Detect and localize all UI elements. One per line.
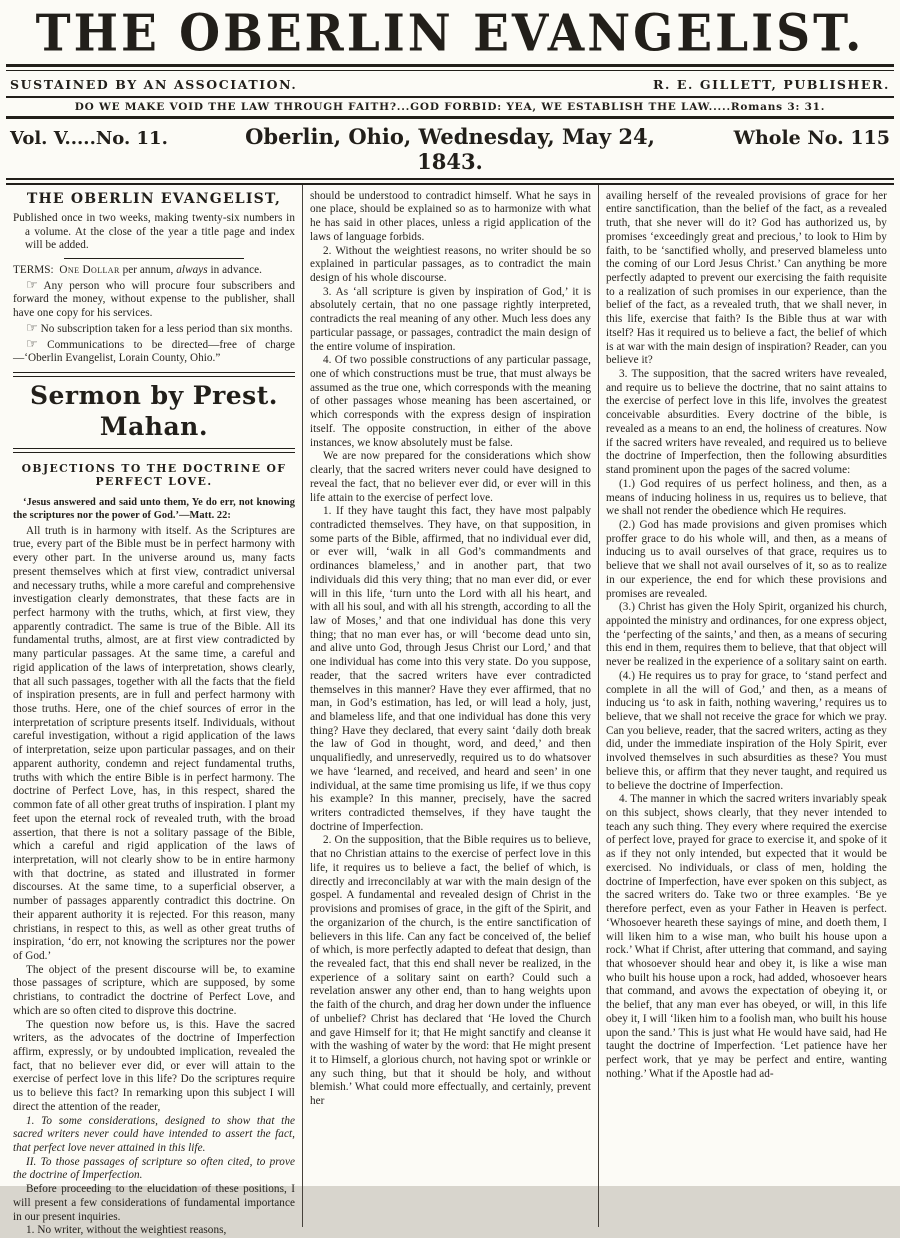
publisher-row (6, 71, 894, 96)
dateline: Oberlin, Ohio, Wednesday, May 24, 1843. (245, 123, 655, 174)
masthead-title: THE OBERLIN EVANGELIST. (35, 3, 865, 64)
subscription-notice (13, 278, 295, 321)
whole-number: Whole No. 115 (733, 126, 890, 149)
body-paragraph: (4.) He requires us to pray for grace, to ‘stand perfect and complete in all the will of God,’ and then, as a means of inducing us ‘to ask in faith, nothing wavering,’ requires us to believe, that we shall not receive the grace for which we pray. Can you believe, reader, that the sacred writers, acting as they did, under the immediate inspiration of the Holy Spirit, ever involved themselves in such absurdities as these? You must believe this, or affirm that they never taught, and required us to believe the doctrine of Imperfection. (605, 669, 887, 792)
body-paragraph: 1. If they have taught this fact, they have most palpably contradicted themselves. They have, on that supposition, in some parts of the Bible, affirmed, that no individual ever did, or ever will, ‘walk in all God’s commandments and ordinances blameless,’ and in another part, that two individuals did this very thing; that no man ever did, or ever will in this life, ‘turn unto the Lord with all his heart, and with all his soul, and with all his strength, according to all the law of Moses,’ and that one individual has done this very thing; that no man ever has, or will ‘become dead unto sin, and alive unto God, through Jesus Christ our Lord,’ and that one individual has come into this very state. Do you suppose, reader, that the sacred writers have ever contradicted themselves in this manner? Have they ever affirmed, that no man, in God’s estimation, has led, or will lead a holy, just, and blameless life, and that one individual has done this very thing? Have they declared, that every saint ‘daily doth break the law of God in thought, word, and deed,’ and then unqualifiedly, and unreservedly, required us to do whatsover we have ‘learned, and received, and heard and seen’ in one individual, at the same time promising us life, if we thus copy his example? In this manner, precisely, have the sacred writers contradicted themselves, if they have taught the doctrine of Imperfection. (309, 505, 591, 833)
body-paragraph: (1.) God requires of us perfect holiness, and then, as a means of inducing holiness in us, requires us to believe, that we shall not render the obedience which He requires. (605, 477, 887, 518)
terms-always: always (176, 263, 208, 276)
body-paragraph: 4. The manner in which the sacred writers invariably speak on this subject, shows clearly, that they never intended to teach any such thing. They every where required the exercise of perfect love, prayed for grace to exercise it, and spoke of it as if they not only intended, but expected that it would be exercised. No individuals, or class of men, holding the doctrine of Imperfection, have ever spoken on this subject, as the sacred writers do. Take two or three examples. ‘Be ye therefore perfect, even as your Father in Heaven is perfect. ‘Whosoever heareth these sayings of mine, and doeth them, I will liken him to a wise man, who built his house upon a rock.’ What if Christ, after uttering that command, and saying that whosoever should hear and obey it, is like a wise man who built his house upon a rock, had added, whosoever hears that command, and avows the expectation of obeying it, or the belief, that any man ever has obeyed, or will, in this life obey it, I will ‘liken him to a foolish man, who built his house upon the sand.’ This is just what He would have said, had He taught the doctrine of Imperfection. ‘Let patience have her perfect work, that ye may be perfect and entire, wanting nothing.’ What if the Apostle had ad- (605, 793, 887, 1080)
body-paragraph: The object of the present discourse will be, to examine those passages of scripture, which are supposed, by some christians, to contradict the doctrine of Perfect Love, and which are so often cited to disprove this doctrine. (13, 963, 295, 1017)
body-paragraph: The question now before us, is this. Have the sacred writers, as the advocates of the doctrine of Imperfection affirm, expressly, or by undoubted implication, revealed the fact, that no believer ever did, or ever will attain to the exercise of perfect love in this life? Do the scriptures require us to believe this fact? In remarking upon this subject I will direct the attention of the reader, (13, 1018, 295, 1113)
sermon-rule-bottom (13, 448, 295, 453)
notice-text: Communications to be directed—free of charge—‘Oberlin Evangelist, Lorain County, Ohio.” (13, 338, 295, 365)
pointing-hand-icon: ☞ (26, 276, 38, 292)
body-paragraph: availing herself of the revealed provisions of grace for her entire sanctification, than the belief of the fact, as a revealed truth, that she never will do it? God has authorized us, by promises ‘exceedingly great and precious,’ to look to Him by faith, to be ‘sanctified wholly, and preserved blameless unto the coming of our Lord Jesus Christ.’ Can anything be more perfectly adapted to prevent our exercising the faith requisite to a realization of such promises in our experience, than the belief of the fact, as a revealed truth, that we shall never, in this life, exercise that faith? Is the Bible thus at war with itself? Has it required us to believe a fact, the belief of which is at war with the main design of inspiration? Reader, can you believe it? (605, 189, 887, 367)
section-divider (64, 258, 244, 259)
masthead-rule (6, 64, 894, 71)
body-paragraph: (2.) God has made provisions and given promises which proffer grace to do his whole will, and then, as a means of inducing us to avail ourselves of that grace, requires us to believe that we shall not avail ourselves of it, so as to realize in our experience, the end for which these provisions and promises are revealed. (605, 518, 887, 600)
column-2 (302, 185, 598, 1227)
sermon-heading: Sermon by Prest. Mahan. (29, 381, 279, 441)
paper-name-heading: THE OBERLIN EVANGELIST, (26, 190, 282, 207)
subscription-notice (13, 337, 295, 366)
terms-label: TERMS: (13, 263, 54, 276)
terms-price: One Dollar (59, 263, 120, 276)
scripture-quote: ‘Jesus answered and said unto them, Ye do err, not knowing the scriptures nor the power of God.’—Matt. 22: (13, 496, 295, 521)
body-paragraph: 4. Of two possible constructions of any particular passage, one of which constructions must be true, that must always be assumed as the true one, which corresponds with the meaning of other passages whose meaning has been ascertained, or which corresponds with the express design of inspiration itself. The opposite construction, in either of the above instances, we know absolutely must be false. (309, 354, 591, 449)
body-paragraph: We are now prepared for the considerations which show clearly, that the sacred writers never could have designed to reveal the fact, that no believer ever did, or ever will in this life attain to the exercise of perfect love. (309, 450, 591, 504)
body-paragraph: 2. On the supposition, that the Bible requires us to believe, that no Christian attains to the exercise of perfect love in this life, it requires us to believe a fact, the belief of which, is directly and irreconcilably at war with the main design of the gospel. A fundamental and revealed design of Christ in the provisions and promises of grace, in the gift of the Spirit, and the organizarion of the church, is the entire sanctification of believers in this life. Can any fact be conceived of, the belief of which, is more perfectly adapted to defeat that design, than the revealed fact, that this end shall never be realized, in the experience of a solitary saint on earth? Could such a revelation answer any other end, than to hang weights upon the faith of the church, and drag her down under the influence of unbelief? Christ has declared that ‘He loved the Church and gave Himself for it; that He might sanctify and cleanse it with the washing of water by the word: that He might present it to Himself, a glorious church, not having spot or wrinkle or any such thing, but that it should be holy, and without blemish.’ What could more effectually, and certainly, prevent her (309, 834, 591, 1108)
body-paragraph: All truth is in harmony with itself. As the Scriptures are true, every part of the Bible must be in perfect harmony with every other part. In the universe around us, many facts present themselves which at first view, contradict universal and necessary truths, while a more careful and comprehensive investigation clearly demonstrates, that these facts are in perfect harmony with the truths, which, at first view, they apparently contradict. The same is true of the Bible. All its fundamental truths, almost, are at first view contradicted by many particular passages. At the same time, a careful and rigid application of the laws of interpretation, shows clearly, that all such passages, together with all the facts that the field of inspiration presents, are in full and perfect harmony with those truths. Here, one of the chief sources of error in the interpretation of scripture presents itself. Individuals, without careful investigation, without a rigid application of the laws of interpretation, seize upon particular passages, and on their apparent authority, condemn and reject fundamental truths, truths with which the entire Bible is in perfect harmony. The doctrine of Perfect Love, has, in this respect, shared the common fate of all other great truths of inspiration. I plant my feet upon the eternal rock of revealed truth, with the broad assertion, that there is not a solitary passage of the Bible, which a careful and rigid application of the laws of interpretation, will not clearly show to be in entire harmony with that doctrine, as stated and illustrated in former discourses. At the same time, to a superficial observer, a number of passages apparently contradict this doctrine. On their apparent authority it is rejected. For this reason, many christians, in respect to this, as well as other great truths of inspiration, ‘do err, not knowing the scriptures nor the power of God.’ (13, 524, 295, 962)
body-paragraph: 1. To some considerations, designed to show that the sacred writers never could have intended to assert the fact, that perfect love never attained in this life. (13, 1114, 295, 1155)
sermon-subject: OBJECTIONS TO THE DOCTRINE OF PERFECT LOVE. (21, 462, 287, 489)
body-paragraph: 3. As ‘all scripture is given by inspiration of God,’ it is absolutely certain, that no one passage rightly interpreted, contradicts the real meaning of any other. Much less does any particular passage, or passages, contradict the main design of the entire volume of inspiration. (309, 285, 591, 353)
body-paragraph: 3. The supposition, that the sacred writers have revealed, and require us to believe the doctrine, that no saint attains to the exercise of perfect love in this life, involves the greatest conceivable absurdities. Every doctrine of the bible, is revealed as a means to an end, the holiness of creatures. Now if the sacred writers have revealed, and required us to believe the doctrine of Imperfection, then the following absurdities stand prominent upon the pages of the sacred volume: (605, 368, 887, 477)
sustained-by-label: SUSTAINED BY AN ASSOCIATION. (10, 76, 298, 92)
publisher-label: R. E. GILLETT, PUBLISHER. (652, 76, 890, 92)
column-1 (6, 185, 302, 1237)
pointing-hand-icon: ☞ (26, 319, 38, 335)
notice-text: Any person who will procure four subscribers and forward the money, without expense to the publisher, shall have one copy for his services. (13, 279, 295, 320)
dateline-rule (6, 178, 894, 185)
pointing-hand-icon: ☞ (26, 335, 38, 351)
terms-line (13, 264, 295, 278)
body-paragraph: 1. No writer, without the weightiest reasons, (26, 1224, 227, 1237)
motto-line: DO WE MAKE VOID THE LAW THROUGH FAITH?...GOD FORBID: YEA, WE ESTABLISH THE LAW.....Romans 3: 31. (6, 96, 894, 119)
body-paragraph: (3.) Christ has given the Holy Spirit, organized his church, appointed the ministry and ordinances, for one express object, the ‘perfecting of the saints,’ and then, as a means of securing this end in them, requires them to believe, that that object will never be realized in the experience of a solitary saint on earth. (605, 601, 887, 669)
terms-tail: in advance. (210, 263, 263, 276)
column-container (6, 185, 894, 1237)
dateline-row (6, 119, 894, 178)
body-paragraph: Before proceeding to the elucidation of these positions, I will present a few considerations of fundamental importance in our present inquiries. (13, 1183, 295, 1223)
publication-info: Published once in two weeks, making twenty-six numbers in a volume. At the close of the year a title page and index will be added. (13, 211, 295, 252)
body-paragraph: should be understood to contradict himself. What he says in one place, should be explained so as to harmonize with what he has said in other places, unless a rigid application of the laws of language forbids. (309, 189, 591, 243)
volume-number: Vol. V.....No. 11. (10, 127, 168, 149)
body-paragraph: 2. Without the weightiest reasons, no writer should be so explained in particular passages, as to contradict the main design of his whole discourse. (309, 244, 591, 284)
body-paragraph: II. To those passages of scripture so often cited, to prove the doctrine of Imperfection. (13, 1155, 295, 1182)
subscription-notice (13, 321, 295, 337)
column-3 (598, 185, 894, 1227)
terms-mid: per annum, (122, 263, 174, 276)
notice-text: No subscription taken for a less period than six months. (40, 322, 293, 335)
